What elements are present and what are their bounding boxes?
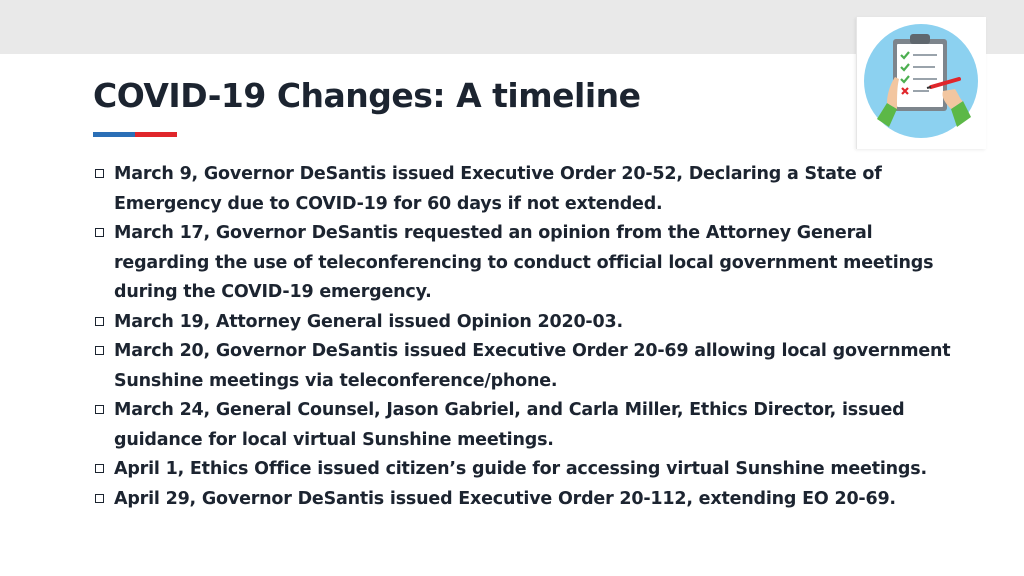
timeline-item-text: March 17, Governor DeSantis requested an opinion from the Attorney General regarding the use of teleconferencing to conduct official local government meetings during the COVID-19 emergency. <box>114 223 934 302</box>
checkbox-bullet-icon <box>95 317 104 326</box>
checkbox-bullet-icon <box>95 494 104 503</box>
clipboard-checklist-icon <box>857 17 986 149</box>
timeline-item <box>93 219 963 308</box>
title-accent-bar <box>93 132 177 137</box>
timeline-item <box>93 455 963 485</box>
timeline-list <box>93 160 963 514</box>
timeline-item-text: April 1, Ethics Office issued citizen’s guide for accessing virtual Sunshine meetings. <box>114 459 927 479</box>
checkbox-bullet-icon <box>95 405 104 414</box>
timeline-item <box>93 396 963 455</box>
timeline-item-text: March 9, Governor DeSantis issued Executive Order 20-52, Declaring a State of Emergency due to COVID-19 for 60 days if not extended. <box>114 164 882 214</box>
slide-title: COVID-19 Changes: A timeline <box>93 76 641 115</box>
timeline-item-text: April 29, Governor DeSantis issued Executive Order 20-112, extending EO 20-69. <box>114 488 896 509</box>
illustration-panel <box>856 17 986 149</box>
timeline-item <box>93 485 963 515</box>
accent-blue-segment <box>93 132 135 137</box>
checkbox-bullet-icon <box>95 169 104 178</box>
timeline-item <box>93 337 963 396</box>
timeline-item-text: March 19, Attorney General issued Opinion 2020-03. <box>114 311 623 332</box>
checkbox-bullet-icon <box>95 464 104 473</box>
checkbox-bullet-icon <box>95 228 104 237</box>
timeline-item-text: March 24, General Counsel, Jason Gabriel, and Carla Miller, Ethics Director, issued guidance for local virtual Sunshine meetings. <box>114 400 905 450</box>
timeline-item-text: March 20, Governor DeSantis issued Executive Order 20-69 allowing local government Sunshine meetings via teleconference/phone. <box>114 341 951 391</box>
accent-red-segment <box>135 132 177 137</box>
timeline-item <box>93 160 963 219</box>
checkbox-bullet-icon <box>95 346 104 355</box>
timeline-item <box>93 308 963 338</box>
